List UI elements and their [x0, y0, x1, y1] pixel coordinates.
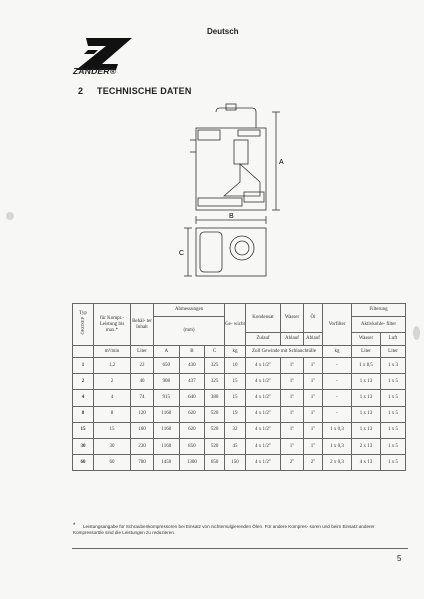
language-label: Deutsch [207, 27, 239, 36]
cell-kompr: 4 [94, 390, 131, 406]
cell-fl: 1 x 5 [381, 422, 406, 438]
cell-c: 520 [205, 438, 225, 454]
cell-vorf: - [323, 358, 352, 374]
unit-kompr: m³/min [94, 346, 131, 358]
cell-vorf: - [323, 374, 352, 390]
table-row [73, 422, 406, 438]
cell-wasser: 1" [281, 358, 304, 374]
cell-oel: 1" [304, 358, 323, 374]
cell-wasser: 1" [281, 390, 304, 406]
cell-a: 1160 [154, 406, 180, 422]
cell-kompr: 30 [94, 438, 131, 454]
scan-artifact [413, 326, 420, 340]
unit-filt-wasser: Liter [352, 346, 381, 358]
section-number: 2 [78, 86, 84, 96]
table-row [73, 406, 406, 422]
drawing-cap [226, 104, 236, 110]
drawing-inner-plate [244, 192, 264, 202]
cell-gew: 15 [225, 374, 246, 390]
cell-beh: 230 [131, 438, 154, 454]
unit-c: C [205, 346, 225, 358]
cell-kond: 4 x 1/2" [246, 422, 281, 438]
col-gew-header: Ge- wicht [225, 304, 246, 346]
cell-fl: 1 x 5 [381, 406, 406, 422]
cell-fl: 1 x 5 [381, 390, 406, 406]
drawing-label-plate-2 [238, 130, 260, 136]
col-beh-header: Behäl- ter Inhalt [131, 304, 154, 346]
cell-typ: 4 [73, 390, 94, 406]
cell-a: 1160 [154, 422, 180, 438]
col-wasser-sub: Ablauf [281, 333, 304, 346]
col-mm-label: (mm) [154, 317, 225, 346]
unit-b: B [179, 346, 205, 358]
cell-oel: 1" [304, 390, 323, 406]
cell-typ: 30 [73, 438, 94, 454]
cell-b: 437 [179, 374, 205, 390]
cell-beh: 700 [131, 455, 154, 471]
cell-fl: 1 x 5 [381, 374, 406, 390]
cell-gew: 15 [225, 390, 246, 406]
unit-filt-luft: Liter [381, 346, 406, 358]
unit-a: A [154, 346, 180, 358]
cell-c: 325 [205, 374, 225, 390]
drawing-label-plate [198, 130, 220, 140]
cell-gew: 32 [225, 422, 246, 438]
cell-kompr: 2 [94, 374, 131, 390]
cell-fw: 1 x 13 [352, 422, 381, 438]
table-row [73, 455, 406, 471]
table-row [73, 438, 406, 454]
col-typ-header: Typ ÖKOSEP [73, 304, 94, 346]
cell-kond: 4 x 1/2" [246, 390, 281, 406]
cell-b: 640 [179, 390, 205, 406]
drawing-filter [234, 140, 248, 164]
cell-fl: 1 x 5 [381, 438, 406, 454]
cell-a: 915 [154, 390, 180, 406]
cell-fl: 1 x 5 [381, 455, 406, 471]
cell-a: 908 [154, 374, 180, 390]
cell-beh: 160 [131, 422, 154, 438]
cell-vorf: - [323, 406, 352, 422]
col-kond-header: Kondensat [246, 304, 281, 333]
technical-drawing [176, 100, 296, 300]
section-title: TECHNISCHE DATEN [97, 86, 192, 96]
cell-oel: 1" [304, 422, 323, 438]
col-filt-luft-header: Luft [381, 333, 406, 346]
drawing-bottom-plate [198, 198, 242, 206]
cell-beh: 120 [131, 406, 154, 422]
col-filt-header: Filterung [352, 304, 406, 317]
cell-fw: 2 x 13 [352, 438, 381, 454]
cell-typ: 1 [73, 358, 94, 374]
cell-vorf: 1 x 0,3 [323, 422, 352, 438]
cell-gew: 19 [225, 406, 246, 422]
cell-wasser: 2" [281, 455, 304, 471]
drawing-filter-bag [224, 164, 260, 196]
cell-fw: 1 x 13 [352, 374, 381, 390]
technical-data-table [72, 303, 406, 471]
cell-typ: 60 [73, 455, 94, 471]
logo-wordmark: ZANDER® [73, 66, 117, 76]
cell-gew: 45 [225, 438, 246, 454]
cell-wasser: 1" [281, 422, 304, 438]
unit-beh: Liter [131, 346, 154, 358]
footer-rule [72, 548, 408, 549]
cell-c: 520 [205, 406, 225, 422]
cell-a: 1160 [154, 438, 180, 454]
unit-vorf: kg [323, 346, 352, 358]
cell-typ: 8 [73, 406, 94, 422]
col-vorf-header: Vorfilter [323, 304, 352, 346]
table-row [73, 390, 406, 406]
cell-beh: 74 [131, 390, 154, 406]
cell-fw: 4 x 13 [352, 455, 381, 471]
cell-kompr: 60 [94, 455, 131, 471]
cell-kompr: 8 [94, 406, 131, 422]
cell-beh: 22 [131, 358, 154, 374]
dimension-a-label: A [279, 159, 284, 166]
cell-fw: 1 x 13 [352, 406, 381, 422]
col-oel-header: Öl [304, 304, 323, 333]
drawing-top-view-circle [230, 236, 254, 260]
cell-wasser: 1" [281, 438, 304, 454]
cell-kond: 4 x 1/2" [246, 358, 281, 374]
col-kompr-header: für Kompr.- Leistung bis max.* [94, 304, 131, 346]
scan-artifact [6, 212, 14, 220]
cell-oel: 1" [304, 374, 323, 390]
col-abm-header: Abmessungen [154, 304, 225, 317]
cell-c: 325 [205, 358, 225, 374]
dimension-b-label: B [229, 213, 234, 220]
col-wasser-header: Wasser [281, 304, 304, 333]
table-row [73, 374, 406, 390]
cell-c: 380 [205, 390, 225, 406]
cell-c: 520 [205, 422, 225, 438]
drawing-top [216, 108, 256, 128]
cell-kond: 4 x 1/2" [246, 406, 281, 422]
dimension-c-label: C [179, 250, 185, 257]
cell-vorf: - [323, 390, 352, 406]
cell-kond: 4 x 1/2" [246, 455, 281, 471]
cell-wasser: 1" [281, 406, 304, 422]
cell-kond: 4 x 1/2" [246, 374, 281, 390]
cell-oel: 2" [304, 455, 323, 471]
cell-kompr: 1,2 [94, 358, 131, 374]
cell-b: 430 [179, 358, 205, 374]
table-row [73, 358, 406, 374]
cell-kond: 4 x 1/2" [246, 438, 281, 454]
cell-fw: 1 x 13 [352, 390, 381, 406]
cell-b: 620 [179, 422, 205, 438]
col-kond-sub: Zulauf [246, 333, 281, 346]
cell-typ: 15 [73, 422, 94, 438]
cell-c: 650 [205, 455, 225, 471]
page-number: 5 [397, 554, 402, 563]
typ-brand-label: ÖKOSEP [80, 317, 85, 335]
col-filt-sub: Aktivkohle- filter [352, 317, 406, 333]
cell-beh: 40 [131, 374, 154, 390]
cell-b: 850 [179, 438, 205, 454]
cell-fw: 1 x 8,5 [352, 358, 381, 374]
cell-typ: 2 [73, 374, 94, 390]
cell-a: 650 [154, 358, 180, 374]
cell-b: 620 [179, 406, 205, 422]
cell-kompr: 15 [94, 422, 131, 438]
footnote-star: * [73, 523, 76, 529]
unit-gew: kg [225, 346, 246, 358]
cell-oel: 1" [304, 438, 323, 454]
cell-fl: 1 x 3 [381, 358, 406, 374]
cell-wasser: 1" [281, 374, 304, 390]
cell-a: 1450 [154, 455, 180, 471]
cell-b: 1300 [179, 455, 205, 471]
cell-gew: 10 [225, 358, 246, 374]
footnote-text: Leistungsangabe für Schraubenkompressoren bei Einsatz von nichtemulgierenden Ölen. Für andere Kompres- soren und beim Einsatz anderer Kompressoröle sind die Leistungen zu reduzieren. [73, 524, 375, 535]
cell-vorf: 2 x 0,3 [323, 455, 352, 471]
col-oel-sub: Ablauf [304, 333, 323, 346]
cell-oel: 1" [304, 406, 323, 422]
cell-vorf: 1 x 0,3 [323, 438, 352, 454]
zoll-label: Zoll Gewinde mit Schlauchtülle [246, 346, 323, 358]
cell-gew: 150 [225, 455, 246, 471]
col-filt-wasser-header: Wasser [352, 333, 381, 346]
